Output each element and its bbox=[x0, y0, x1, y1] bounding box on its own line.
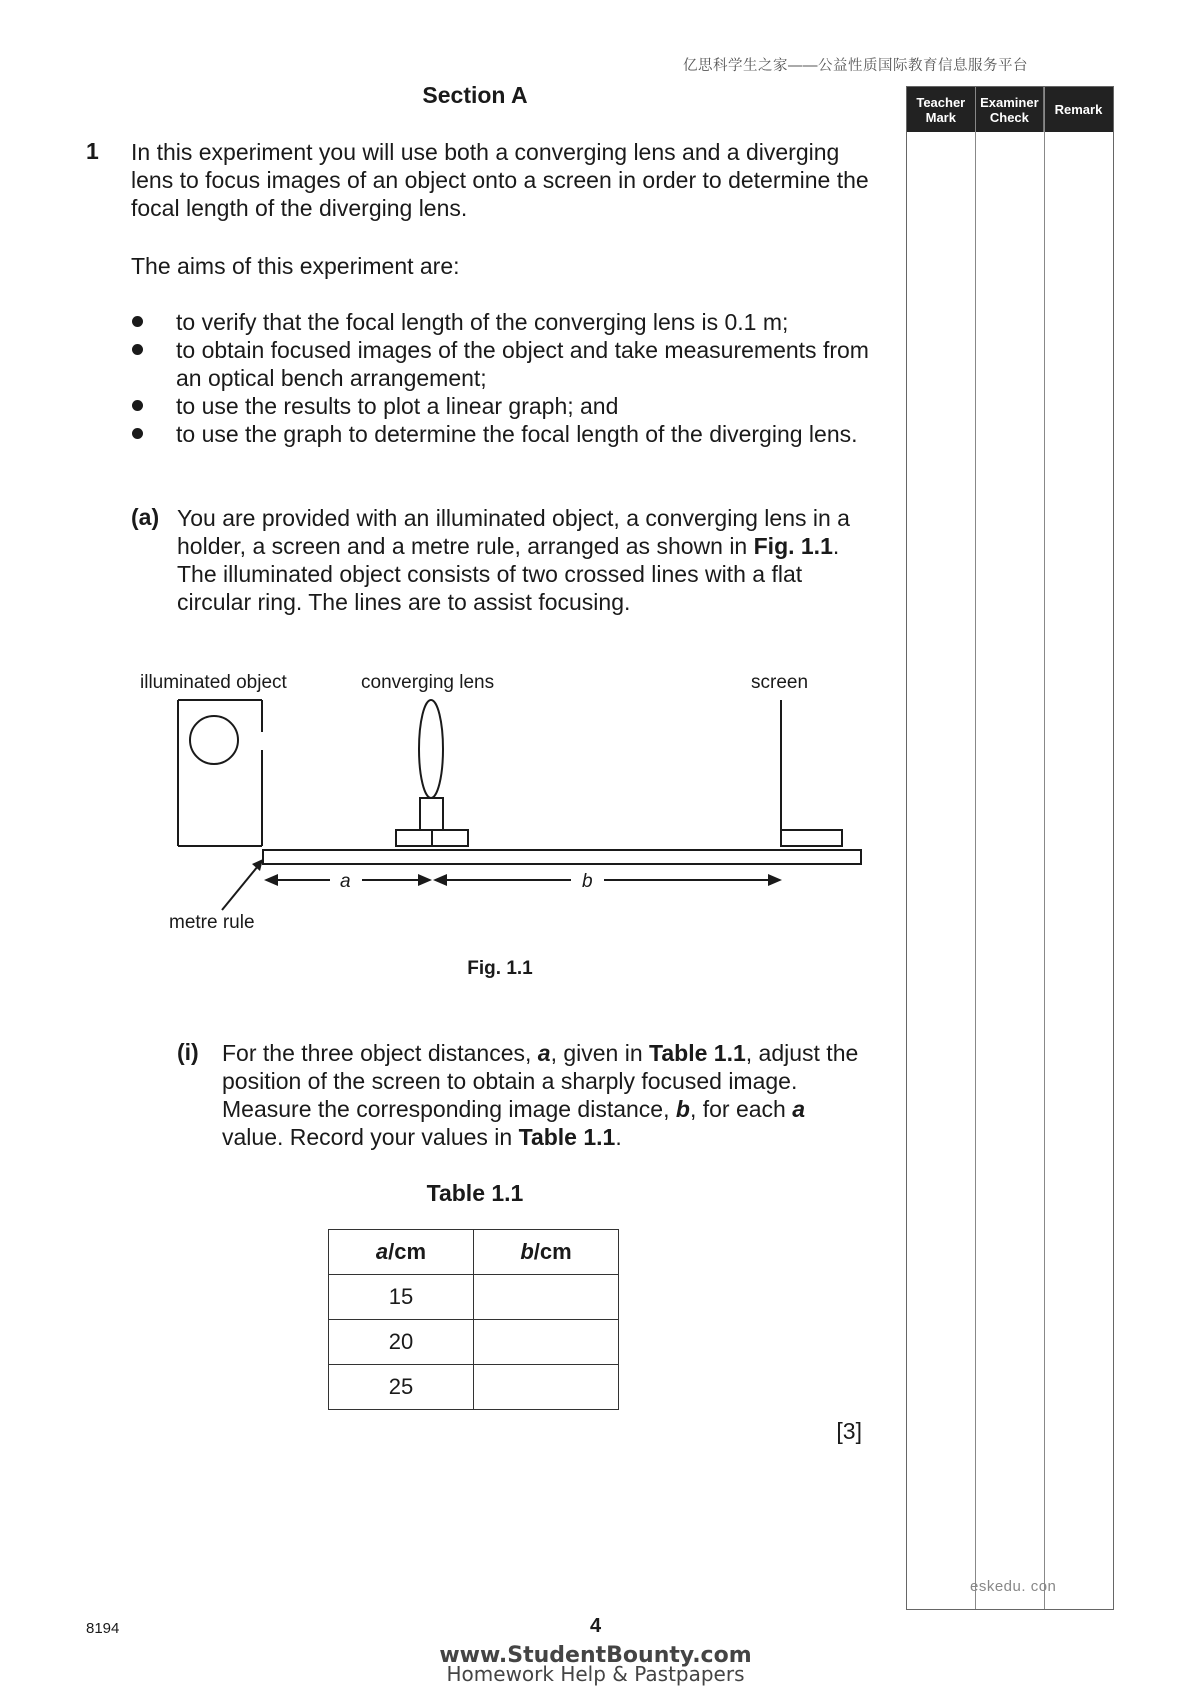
aims-intro: The aims of this experiment are: bbox=[131, 253, 460, 279]
label-distance-a: a bbox=[340, 871, 351, 892]
table-header-row bbox=[329, 1230, 619, 1275]
part-a-text: You are provided with an illuminated object, a converging lens in a holder, a screen and a metre rule, arranged as shown in Fig. 1.1. The illuminated object consists of two crossed lines with a flat circular ring. The lines are to assist focusing. bbox=[177, 505, 850, 615]
label-metre-rule: metre rule bbox=[169, 912, 255, 933]
cell-a: 15 bbox=[329, 1275, 474, 1320]
question-number: 1 bbox=[86, 138, 99, 164]
converging-lens-shape bbox=[396, 700, 468, 846]
marking-margin bbox=[906, 86, 1114, 1610]
cell-b-input[interactable] bbox=[474, 1320, 619, 1365]
label-distance-b: b bbox=[582, 871, 593, 892]
bullet-icon bbox=[132, 400, 143, 411]
screen-shape bbox=[781, 700, 842, 846]
header-note: 亿思科学生之家——公益性质国际教育信息服务平台 bbox=[683, 58, 1028, 74]
label-illuminated-object: illuminated object bbox=[140, 672, 287, 693]
figure-1-1 bbox=[0, 660, 900, 950]
footer-url[interactable]: www.StudentBounty.com bbox=[439, 1643, 752, 1668]
column-divider bbox=[1044, 87, 1045, 1609]
column-header-a: a/cm bbox=[329, 1230, 474, 1275]
illuminated-object-shape bbox=[178, 700, 262, 846]
metre-rule-shape bbox=[263, 850, 861, 864]
bullet-icon bbox=[132, 344, 143, 355]
teacher-mark-header: Teacher Mark bbox=[907, 87, 976, 132]
remark-header: Remark bbox=[1054, 102, 1103, 117]
bullet-icon bbox=[132, 316, 143, 327]
aims-list bbox=[131, 308, 871, 448]
paper-code: 8194 bbox=[86, 1620, 120, 1637]
label-screen: screen bbox=[751, 672, 809, 693]
marks-allocation: [3] bbox=[836, 1418, 862, 1444]
part-i-label: (i) bbox=[177, 1039, 199, 1065]
marking-margin-header bbox=[907, 87, 1113, 132]
cell-a: 20 bbox=[329, 1320, 474, 1365]
bullet-icon bbox=[132, 428, 143, 439]
page-number: 4 bbox=[589, 1615, 602, 1637]
metre-rule-pointer bbox=[222, 859, 263, 910]
column-divider bbox=[975, 87, 976, 1609]
aim-item: to use the graph to determine the focal length of the diverging lens. bbox=[131, 420, 871, 448]
table-title: Table 1.1 bbox=[426, 1180, 524, 1206]
table-row bbox=[329, 1365, 619, 1410]
results-table bbox=[328, 1229, 619, 1410]
aim-item: to use the results to plot a linear graph; and bbox=[131, 392, 871, 420]
watermark: eskedu. con bbox=[970, 1578, 1057, 1595]
label-converging-lens: converging lens bbox=[361, 672, 495, 693]
aim-item: to verify that the focal length of the converging lens is 0.1 m; bbox=[131, 308, 871, 336]
distance-b-arrow bbox=[433, 874, 782, 886]
aim-item: to obtain focused images of the object and take measurements from an optical bench arrangement; bbox=[131, 336, 871, 392]
cell-a: 25 bbox=[329, 1365, 474, 1410]
cell-b-input[interactable] bbox=[474, 1365, 619, 1410]
cell-b-input[interactable] bbox=[474, 1275, 619, 1320]
footer-tagline: Homework Help & Pastpapers bbox=[446, 1662, 745, 1686]
examiner-check-header: Examiner Check bbox=[976, 87, 1045, 132]
part-a-label: (a) bbox=[131, 504, 160, 530]
table-row bbox=[329, 1320, 619, 1365]
table-row bbox=[329, 1275, 619, 1320]
column-header-b: b/cm bbox=[474, 1230, 619, 1275]
figure-caption: Fig. 1.1 bbox=[467, 958, 533, 979]
section-title: Section A bbox=[422, 82, 528, 108]
intro-paragraph: In this experiment you will use both a converging lens and a diverging lens to focus images of an object onto a screen in order to determine the focal length of the diverging lens. bbox=[131, 139, 869, 221]
part-i-text: For the three object distances, a, given in Table 1.1, adjust the position of the screen to obtain a sharply focused image. Measure the corresponding image distance, b, for each a value. Record your values in Table 1.1. bbox=[222, 1040, 859, 1150]
